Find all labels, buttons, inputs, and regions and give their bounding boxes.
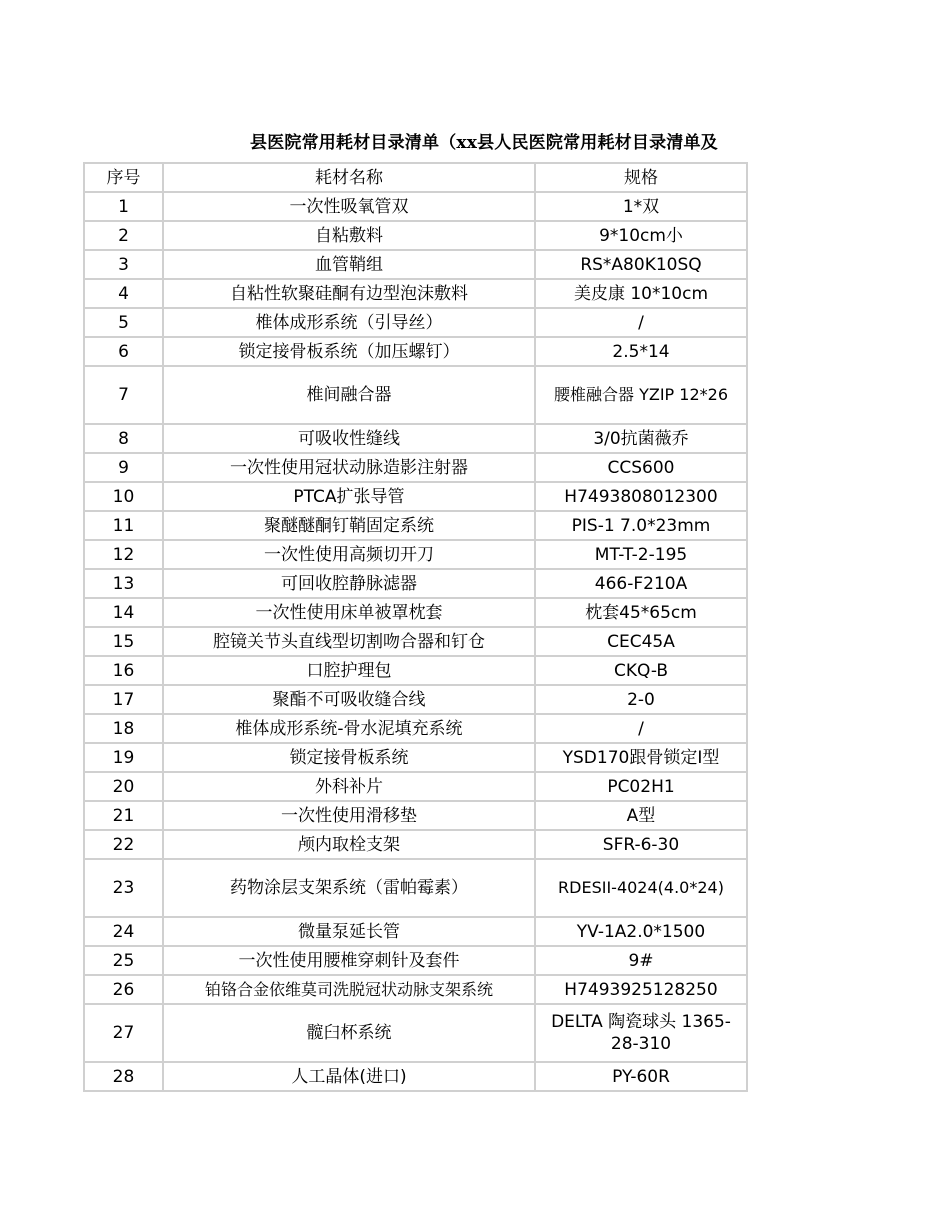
cell-name: 外科补片 bbox=[163, 772, 535, 801]
cell-no: 1 bbox=[84, 192, 163, 221]
table-row bbox=[84, 714, 747, 743]
cell-spec: MT-T-2-195 bbox=[535, 540, 747, 569]
cell-name: 一次性使用高频切开刀 bbox=[163, 540, 535, 569]
cell-name: 椎体成形系统（引导丝） bbox=[163, 308, 535, 337]
cell-no: 9 bbox=[84, 453, 163, 482]
cell-no: 21 bbox=[84, 801, 163, 830]
cell-spec: H7493808012300 bbox=[535, 482, 747, 511]
cell-no: 17 bbox=[84, 685, 163, 714]
table-row bbox=[84, 366, 747, 424]
cell-no: 12 bbox=[84, 540, 163, 569]
table-row bbox=[84, 743, 747, 772]
cell-spec: 9*10cm小 bbox=[535, 221, 747, 250]
table-row bbox=[84, 859, 747, 917]
cell-name: 椎间融合器 bbox=[163, 366, 535, 424]
cell-spec: YSD170跟骨锁定I型 bbox=[535, 743, 747, 772]
cell-spec: A型 bbox=[535, 801, 747, 830]
table-row bbox=[84, 656, 747, 685]
cell-name: 椎体成形系统-骨水泥填充系统 bbox=[163, 714, 535, 743]
table-row bbox=[84, 337, 747, 366]
table-row bbox=[84, 830, 747, 859]
cell-no: 23 bbox=[84, 859, 163, 917]
cell-name: 口腔护理包 bbox=[163, 656, 535, 685]
cell-no: 2 bbox=[84, 221, 163, 250]
cell-no: 22 bbox=[84, 830, 163, 859]
cell-no: 5 bbox=[84, 308, 163, 337]
cell-spec: 枕套45*65cm bbox=[535, 598, 747, 627]
cell-no: 10 bbox=[84, 482, 163, 511]
cell-name: 一次性吸氧管双 bbox=[163, 192, 535, 221]
table-row bbox=[84, 627, 747, 656]
cell-spec: 9# bbox=[535, 946, 747, 975]
cell-name: 可吸收性缝线 bbox=[163, 424, 535, 453]
cell-no: 25 bbox=[84, 946, 163, 975]
cell-spec: RDESII-4024(4.0*24) bbox=[535, 859, 747, 917]
cell-spec: CKQ-B bbox=[535, 656, 747, 685]
cell-no: 27 bbox=[84, 1004, 163, 1062]
cell-no: 7 bbox=[84, 366, 163, 424]
table-row bbox=[84, 192, 747, 221]
cell-name: 一次性使用滑移垫 bbox=[163, 801, 535, 830]
cell-no: 19 bbox=[84, 743, 163, 772]
cell-no: 8 bbox=[84, 424, 163, 453]
cell-name: 腔镜关节头直线型切割吻合器和钉仓 bbox=[163, 627, 535, 656]
cell-spec: H7493925128250 bbox=[535, 975, 747, 1004]
cell-spec: 2.5*14 bbox=[535, 337, 747, 366]
cell-no: 24 bbox=[84, 917, 163, 946]
table-row bbox=[84, 250, 747, 279]
cell-name: 可回收腔静脉滤器 bbox=[163, 569, 535, 598]
cell-no: 4 bbox=[84, 279, 163, 308]
table-body bbox=[84, 192, 747, 1091]
table-row bbox=[84, 482, 747, 511]
table-row bbox=[84, 1004, 747, 1062]
cell-name: 血管鞘组 bbox=[163, 250, 535, 279]
header-no: 序号 bbox=[84, 163, 163, 192]
cell-name: 聚醚醚酮钉鞘固定系统 bbox=[163, 511, 535, 540]
cell-name: 药物涂层支架系统（雷帕霉素） bbox=[163, 859, 535, 917]
table-row bbox=[84, 685, 747, 714]
table-row bbox=[84, 279, 747, 308]
cell-spec: 腰椎融合器 YZIP 12*26 bbox=[535, 366, 747, 424]
cell-no: 26 bbox=[84, 975, 163, 1004]
table-row bbox=[84, 772, 747, 801]
cell-spec: RS*A80K10SQ bbox=[535, 250, 747, 279]
cell-name: 铂铬合金依维莫司洗脱冠状动脉支架系统 bbox=[163, 975, 535, 1004]
cell-spec: SFR-6-30 bbox=[535, 830, 747, 859]
table-row bbox=[84, 946, 747, 975]
cell-name: 一次性使用冠状动脉造影注射器 bbox=[163, 453, 535, 482]
cell-spec: PC02H1 bbox=[535, 772, 747, 801]
cell-name: 颅内取栓支架 bbox=[163, 830, 535, 859]
cell-name: 一次性使用床单被罩枕套 bbox=[163, 598, 535, 627]
table-row bbox=[84, 308, 747, 337]
cell-no: 20 bbox=[84, 772, 163, 801]
cell-no: 3 bbox=[84, 250, 163, 279]
cell-no: 28 bbox=[84, 1062, 163, 1091]
cell-name: 锁定接骨板系统 bbox=[163, 743, 535, 772]
cell-name: 锁定接骨板系统（加压螺钉） bbox=[163, 337, 535, 366]
cell-spec: PIS-1 7.0*23mm bbox=[535, 511, 747, 540]
cell-spec: YV-1A2.0*1500 bbox=[535, 917, 747, 946]
cell-spec: DELTA 陶瓷球头 1365-28-310 bbox=[535, 1004, 747, 1062]
cell-name: 微量泵延长管 bbox=[163, 917, 535, 946]
table-row bbox=[84, 424, 747, 453]
cell-name: 自粘敷料 bbox=[163, 221, 535, 250]
table-row bbox=[84, 917, 747, 946]
table-row bbox=[84, 801, 747, 830]
cell-name: 一次性使用腰椎穿刺针及套件 bbox=[163, 946, 535, 975]
consumables-table bbox=[83, 162, 748, 1092]
table-row bbox=[84, 975, 747, 1004]
cell-name: 自粘性软聚硅酮有边型泡沫敷料 bbox=[163, 279, 535, 308]
header-name: 耗材名称 bbox=[163, 163, 535, 192]
cell-name: 聚酯不可吸收缝合线 bbox=[163, 685, 535, 714]
cell-no: 16 bbox=[84, 656, 163, 685]
cell-spec: 1*双 bbox=[535, 192, 747, 221]
cell-name: 人工晶体(进口) bbox=[163, 1062, 535, 1091]
table-row bbox=[84, 569, 747, 598]
cell-no: 13 bbox=[84, 569, 163, 598]
cell-name: 髋臼杯系统 bbox=[163, 1004, 535, 1062]
table-row bbox=[84, 221, 747, 250]
cell-spec: CEC45A bbox=[535, 627, 747, 656]
cell-spec: 2-0 bbox=[535, 685, 747, 714]
cell-name: PTCA扩张导管 bbox=[163, 482, 535, 511]
cell-spec: 466-F210A bbox=[535, 569, 747, 598]
cell-no: 11 bbox=[84, 511, 163, 540]
cell-no: 6 bbox=[84, 337, 163, 366]
table-row bbox=[84, 598, 747, 627]
cell-spec: / bbox=[535, 714, 747, 743]
cell-no: 14 bbox=[84, 598, 163, 627]
cell-spec: 3/0抗菌薇乔 bbox=[535, 424, 747, 453]
table-row bbox=[84, 453, 747, 482]
cell-spec: 美皮康 10*10cm bbox=[535, 279, 747, 308]
table-header-row bbox=[84, 163, 747, 192]
table-row bbox=[84, 1062, 747, 1091]
cell-spec: CCS600 bbox=[535, 453, 747, 482]
table-row bbox=[84, 511, 747, 540]
table-row bbox=[84, 540, 747, 569]
cell-spec: / bbox=[535, 308, 747, 337]
page-title: 县医院常用耗材目录清单（xx县人民医院常用耗材目录清单及 bbox=[250, 133, 718, 153]
title-area bbox=[84, 124, 746, 154]
cell-no: 18 bbox=[84, 714, 163, 743]
cell-spec: PY-60R bbox=[535, 1062, 747, 1091]
cell-no: 15 bbox=[84, 627, 163, 656]
header-spec: 规格 bbox=[535, 163, 747, 192]
